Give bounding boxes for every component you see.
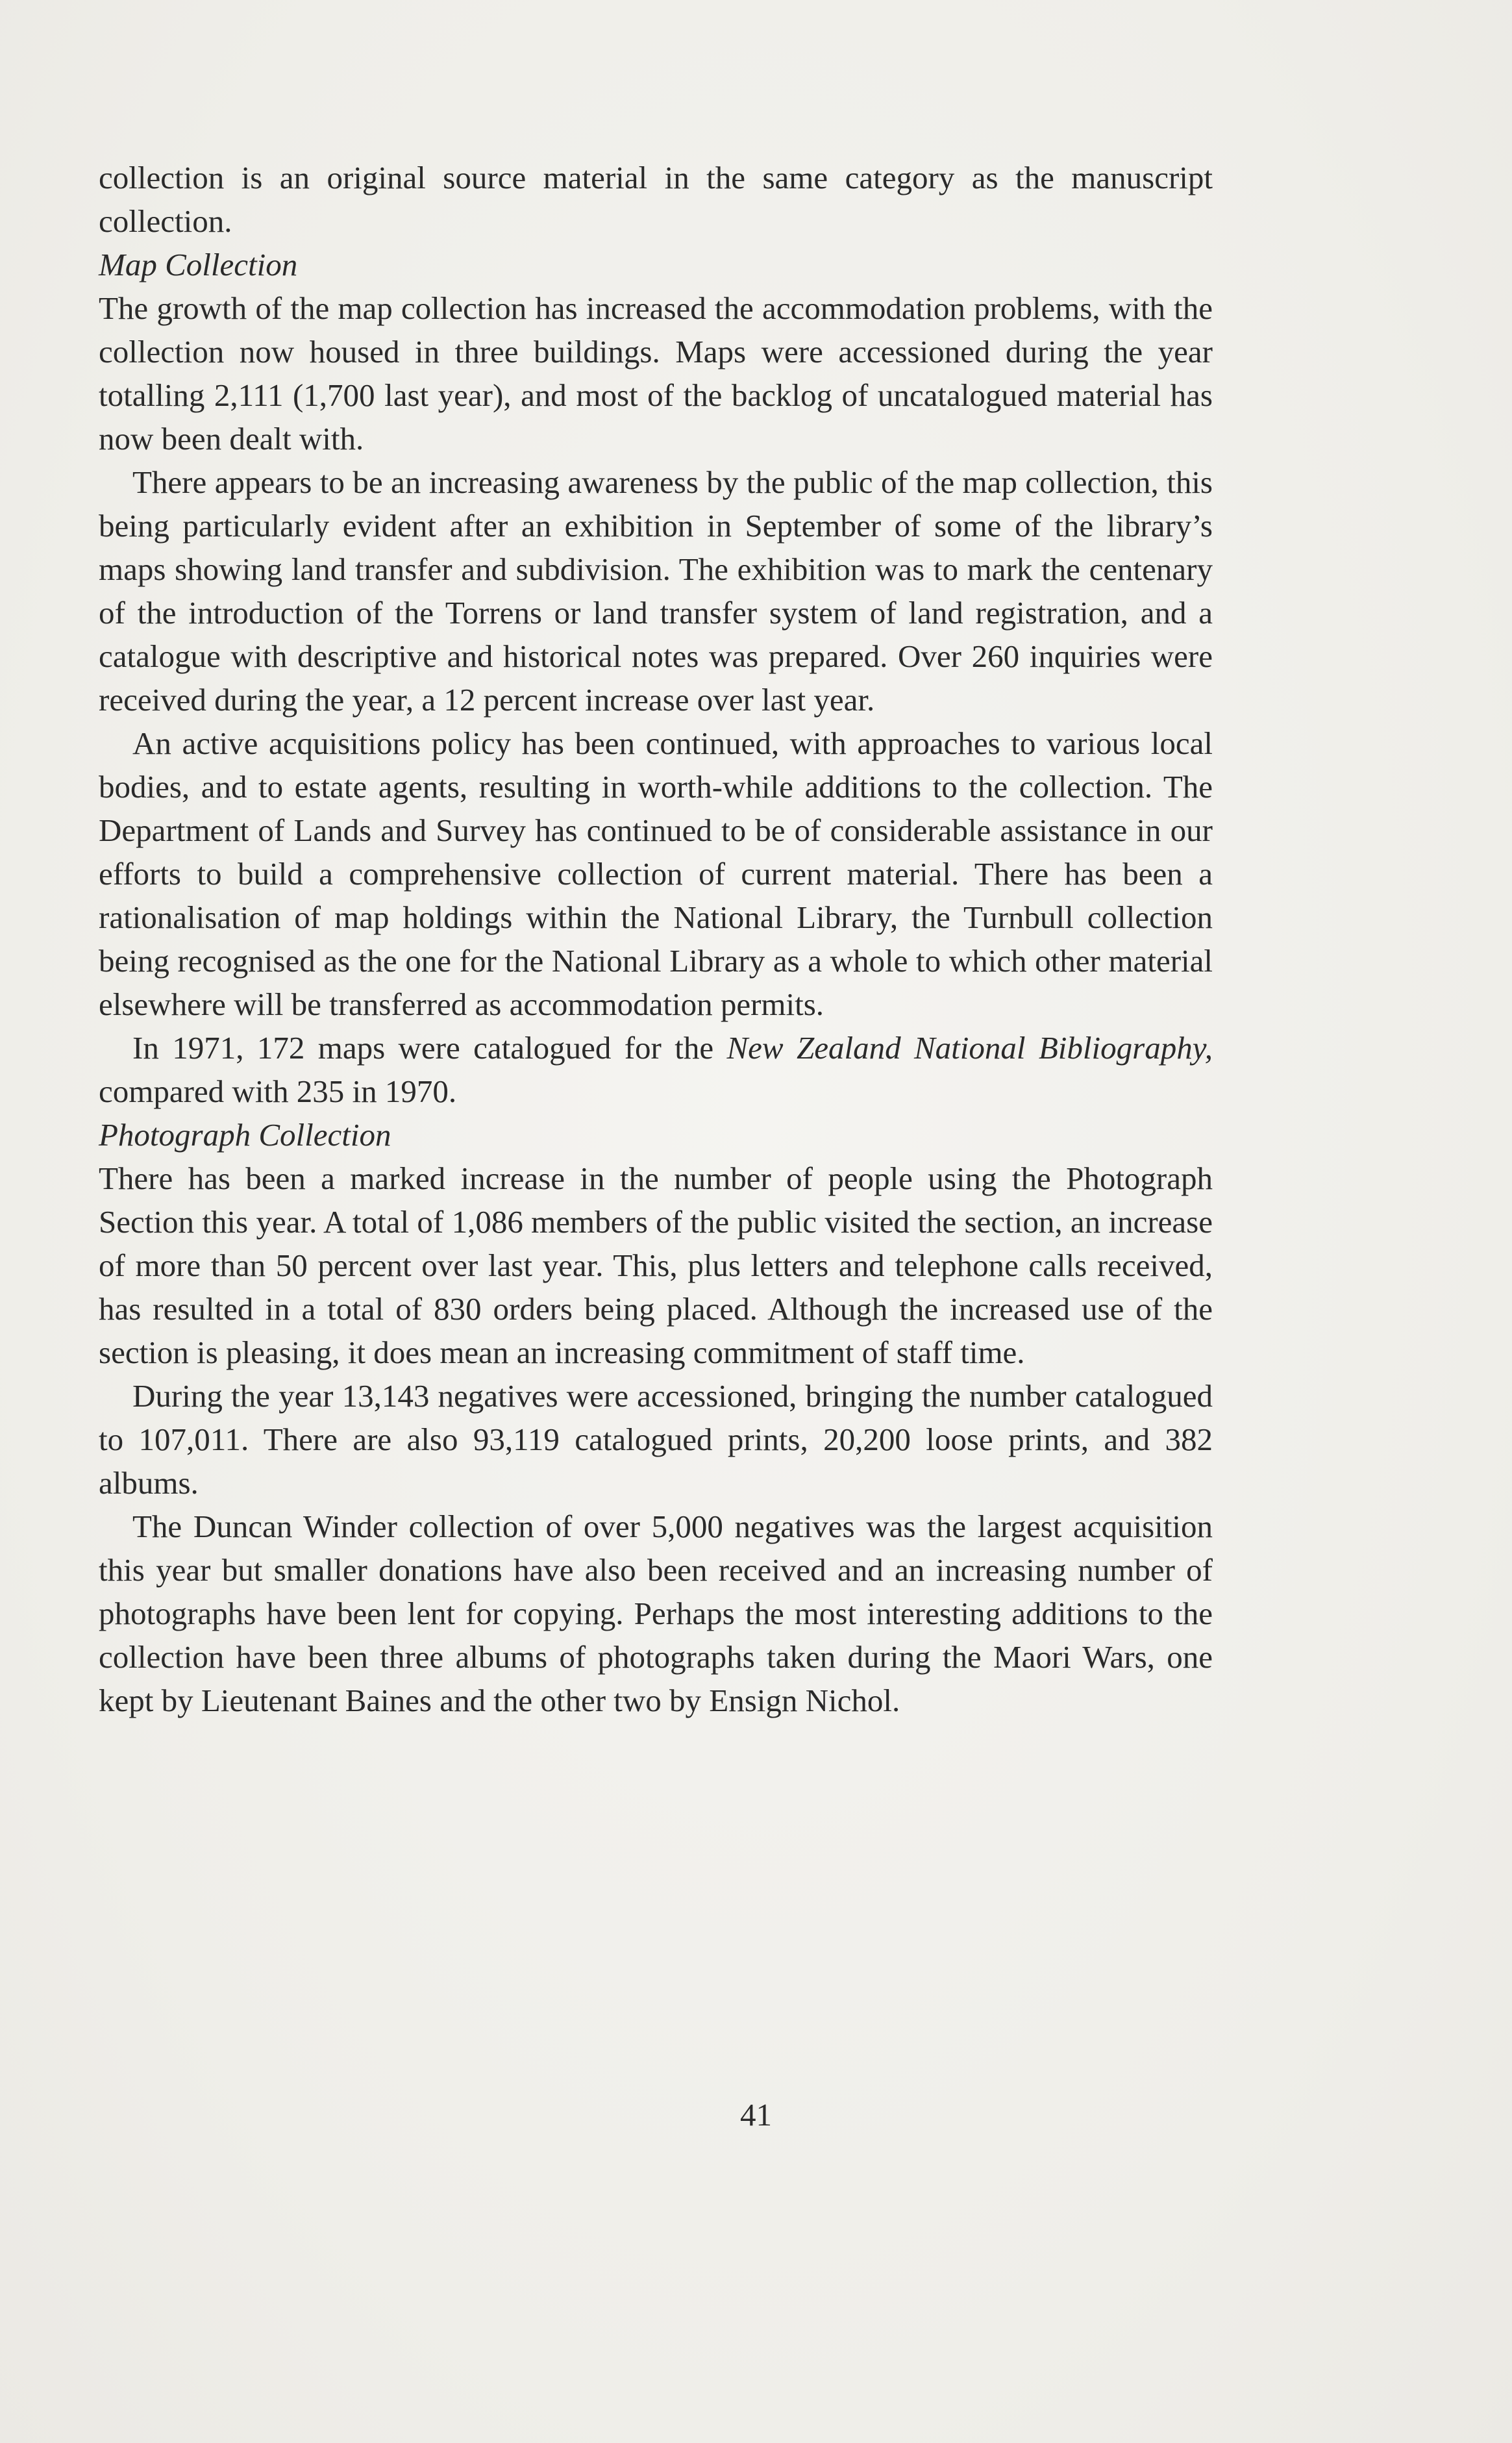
map-collection-heading: Map Collection	[99, 247, 298, 282]
map-paragraph-4	[99, 1026, 1213, 1113]
intro-paragraph: collection is an original source material in the same category as the manuscript collection.	[99, 160, 1213, 239]
body-text	[99, 156, 1213, 1722]
photograph-collection-heading: Photograph Collection	[99, 1117, 391, 1153]
map-paragraph-3: An active acquisitions policy has been continued, with approaches to various local bodies, and to estate agents, resulting in worth-while additions to the collection. The Department of Lands and Survey has continued to be of considerable assistance in our efforts to build a comprehensive collection of current material. There has been a rationalisation of map holdings within the National Library, the Turnbull collection being recognised as the one for the National Library as a whole to which other material elsewhere will be transferred as accommodation permits.	[99, 725, 1213, 1022]
page-number: 41	[740, 2097, 772, 2133]
map-paragraph-2: There appears to be an increasing awareness by the public of the map collection, this being particularly evident after an exhibition in September of some of the library’s maps showing land transfer and subdivision. The exhibition was to mark the centenary of the introduction of the Torrens or land transfer system of land registration, and a catalogue with descriptive and historical notes was prepared. Over 260 inquiries were received during the year, a 12 percent increase over last year.	[99, 464, 1213, 718]
map-paragraph-1: The growth of the map collection has increased the accommodation problems, with the collection now housed in three buildings. Maps were accessioned during the year totalling 2,111 (1,700 last year), and most of the backlog of uncatalogued material has now been dealt with.	[99, 290, 1213, 457]
map-p4-after: compared with 235 in 1970.	[99, 1073, 457, 1109]
map-p4-before: In 1971, 172 maps were catalogued for the	[132, 1030, 727, 1066]
bibliography-title: New Zealand National Bibliography,	[726, 1030, 1213, 1066]
photo-paragraph-3: The Duncan Winder collection of over 5,000 negatives was the largest acquisition this year but smaller donations have also been received and an increasing number of photographs have been lent for copying. Perhaps the most interesting additions to the collection have been three albums of photographs taken during the Maori Wars, one kept by Lieutenant Baines and the other two by Ensign Nichol.	[99, 1509, 1213, 1718]
photo-paragraph-2: During the year 13,143 negatives were accessioned, bringing the number catalogued to 107,011. There are also 93,119 catalogued prints, 20,200 loose prints, and 382 albums.	[99, 1378, 1213, 1501]
photo-paragraph-1: There has been a marked increase in the number of people using the Photograph Section this year. A total of 1,086 members of the public visited the section, an increase of more than 50 percent over last year. This, plus letters and telephone calls received, has resulted in a total of 830 orders being placed. Although the increased use of the section is pleasing, it does mean an increasing commitment of staff time.	[99, 1160, 1213, 1370]
